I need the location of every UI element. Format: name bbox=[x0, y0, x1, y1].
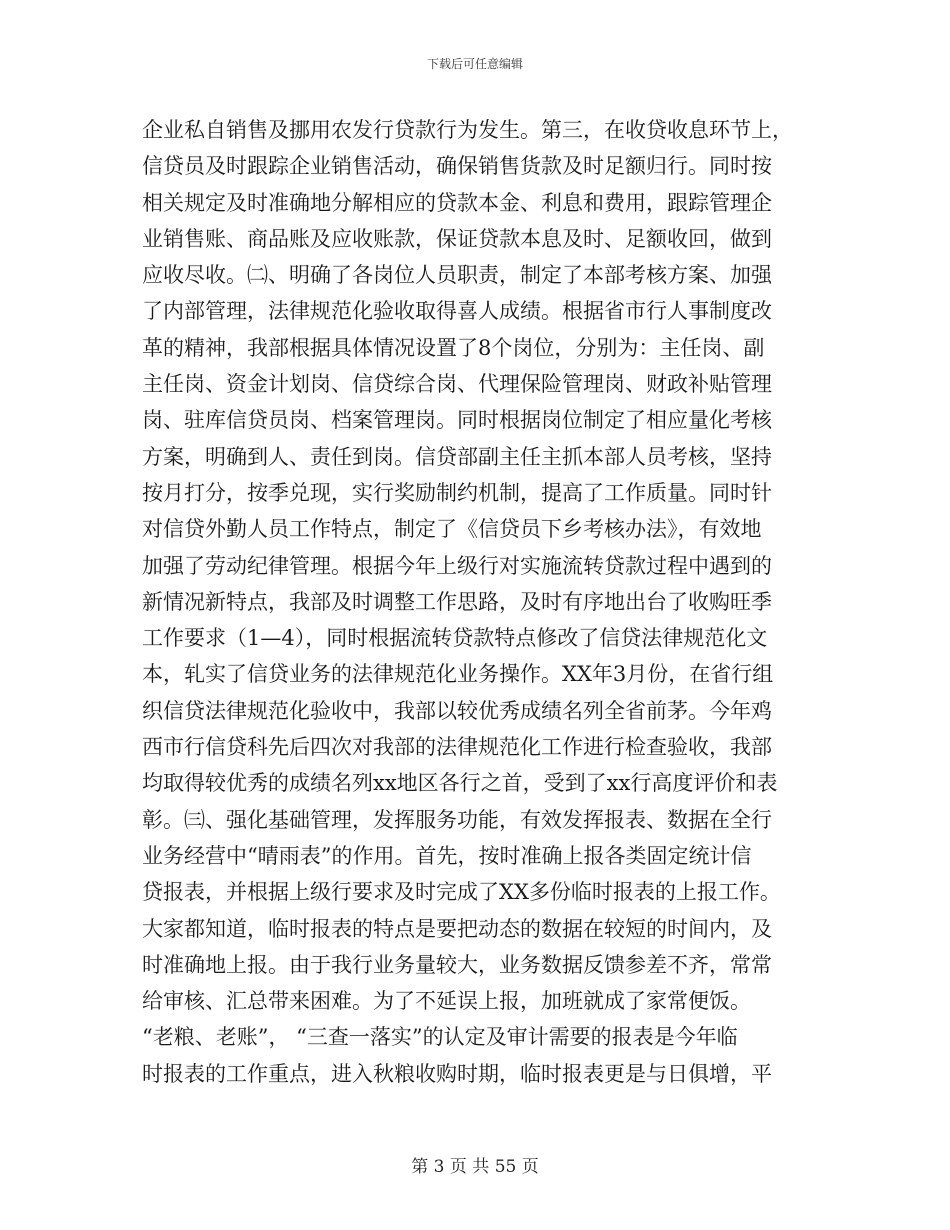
body-line-10: 方案，明确到人、责任到岗。信贷部副主任主抓本部人员考核，坚持 bbox=[142, 444, 772, 469]
body-line-6: 了内部管理，法律规范化验收取得喜人成绩。根据省市行人事制度改 bbox=[142, 299, 772, 324]
body-line-9: 岗、驻库信贷员岗、档案管理岗。同时根据岗位制定了相应量化考核 bbox=[142, 408, 772, 433]
body-line-26: “老粮、老账”， “三查一落实”的认定及审计需要的报表是今年临 bbox=[142, 1025, 738, 1050]
body-line-11: 按月打分，按季兑现，实行奖励制约机制，提高了工作质量。同时针 bbox=[142, 480, 772, 505]
page-header-note: 下载后可任意编辑 bbox=[426, 57, 523, 71]
document-body bbox=[142, 112, 810, 1092]
body-line-19: 均取得较优秀的成绩名列xx地区各行之首，受到了xx行高度评价和表 bbox=[142, 771, 778, 796]
body-line-4: 业销售账、商品账及应收账款，保证贷款本息及时、足额收回，做到 bbox=[142, 226, 772, 251]
body-line-23: 大家都知道，临时报表的特点是要把动态的数据在较短的时间内，及 bbox=[142, 916, 772, 941]
body-line-2: 信贷员及时跟踪企业销售活动，确保销售货款及时足额归行。同时按 bbox=[142, 154, 772, 179]
body-line-27: 时报表的工作重点，进入秋粮收购时期，临时报表更是与日俱增，平 bbox=[142, 1061, 772, 1086]
body-line-7: 革的精神，我部根据具体情况设置了8个岗位，分别为：主任岗、副 bbox=[142, 335, 765, 360]
body-line-14: 新情况新特点，我部及时调整工作思路，及时有序地出台了收购旺季 bbox=[142, 589, 772, 614]
body-line-17: 织信贷法律规范化验收中，我部以较优秀成绩名列全省前茅。今年鸡 bbox=[142, 698, 772, 723]
body-line-5: 应收尽收。㈡、明确了各岗位人员职责，制定了本部考核方案、加强 bbox=[142, 263, 772, 288]
body-line-16: 本，轧实了信贷业务的法律规范化业务操作。XX年3月份，在省行组 bbox=[142, 662, 774, 687]
body-line-1: 企业私自销售及挪用农发行贷款行为发生。第三，在收贷收息环节上， bbox=[142, 118, 793, 142]
body-line-12: 对信贷外勤人员工作特点，制定了《信贷员下乡考核办法》，有效地 bbox=[142, 517, 762, 542]
body-line-21: 业务经营中“晴雨表”的作用。首先，按时准确上报各类固定统计信 bbox=[142, 843, 752, 868]
body-line-3: 相关规定及时准确地分解相应的贷款本金、利息和费用，跟踪管理企 bbox=[142, 190, 772, 215]
body-line-22: 贷报表，并根据上级行要求及时完成了XX多份临时报表的上报工作。 bbox=[142, 880, 781, 905]
page-number-footer: 第 3 页 共 55 页 bbox=[411, 1157, 539, 1177]
body-line-24: 时准确地上报。由于我行业务量较大，业务数据反馈参差不齐，常常 bbox=[142, 952, 772, 977]
body-line-13: 加强了劳动纪律管理。根据今年上级行对实施流转贷款过程中遇到的 bbox=[142, 553, 772, 578]
body-line-15: 工作要求（1—4），同时根据流转贷款特点修改了信贷法律规范化文 bbox=[142, 626, 768, 651]
body-line-20: 彰。㈢、强化基础管理，发挥服务功能，有效发挥报表、数据在全行 bbox=[142, 807, 772, 832]
body-line-25: 给审核、汇总带来困难。为了不延误上报，加班就成了家常便饭。 bbox=[142, 989, 751, 1014]
body-line-8: 主任岗、资金计划岗、信贷综合岗、代理保险管理岗、财政补贴管理 bbox=[142, 372, 772, 397]
body-line-18: 西市行信贷科先后四次对我部的法律规范化工作进行检查验收，我部 bbox=[142, 735, 772, 760]
